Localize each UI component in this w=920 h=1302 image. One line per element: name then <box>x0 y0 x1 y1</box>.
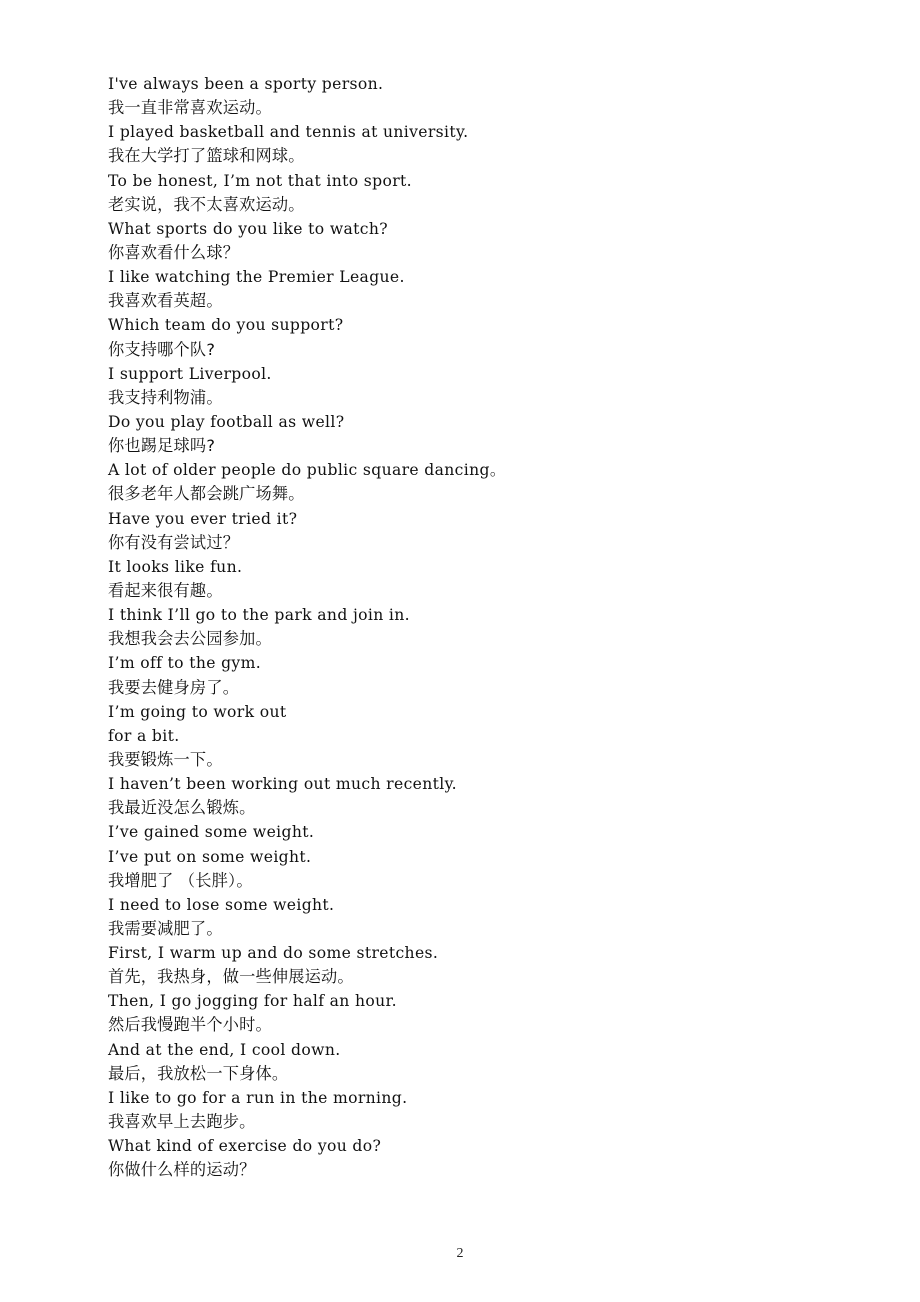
chinese-translation-line: 你做什么样的运动？ <box>108 1160 256 1180</box>
chinese-translation-line: 然后我慢跑半个小时。 <box>108 1015 272 1035</box>
english-sentence-line: And at the end, I cool down. <box>108 1040 341 1059</box>
english-sentence-line: I like watching the Premier League. <box>108 268 405 287</box>
chinese-translation-line: 你喜欢看什么球？ <box>108 242 240 262</box>
chinese-translation-line: 我要锻炼一下。 <box>108 749 223 769</box>
chinese-translation-line: 首先，我热身，做一些伸展运动。 <box>108 967 354 987</box>
english-sentence-line: I like to go for a run in the morning. <box>108 1088 408 1107</box>
english-sentence-line: I need to lose some weight. <box>108 895 335 914</box>
chinese-translation-line: 我需要减肥了。 <box>108 918 223 938</box>
chinese-translation-line: 我喜欢看英超。 <box>108 291 223 311</box>
chinese-translation-line: 你有没有尝试过？ <box>108 532 240 552</box>
english-sentence-line: Have you ever tried it? <box>108 509 298 528</box>
chinese-translation-line: 我喜欢早上去跑步。 <box>108 1112 256 1132</box>
chinese-translation-line: 我要去健身房了。 <box>108 677 240 697</box>
document-body <box>108 72 828 1182</box>
chinese-translation-line: 我想我会去公园参加。 <box>108 629 272 649</box>
chinese-translation-line: 很多老年人都会跳广场舞。 <box>108 484 305 504</box>
english-sentence-line: Which team do you support? <box>108 316 344 335</box>
english-sentence-line: I think I’ll go to the park and join in. <box>108 606 410 625</box>
page-number: 2 <box>456 1246 464 1261</box>
english-sentence-line: I’ve gained some weight. <box>108 823 315 842</box>
english-sentence-line: I haven’t been working out much recently. <box>108 775 457 794</box>
english-sentence-line: I’m off to the gym. <box>108 654 262 673</box>
chinese-translation-line: 老实说，我不太喜欢运动。 <box>108 194 305 214</box>
chinese-translation-line: 你也踢足球吗? <box>108 436 216 456</box>
english-sentence-line: I’ve put on some weight. <box>108 847 312 866</box>
chinese-translation-line: 我支持利物浦。 <box>108 387 223 407</box>
english-sentence-line: A lot of older people do public square dancing。 <box>108 461 506 480</box>
chinese-translation-line: 我增肥了 （长胖）。 <box>108 870 253 890</box>
english-sentence-line: To be honest, I’m not that into sport. <box>108 171 412 190</box>
english-sentence-line: First, I warm up and do some stretches. <box>108 944 439 963</box>
english-sentence-line: I support Liverpool. <box>108 364 272 383</box>
english-sentence-line: I played basketball and tennis at university. <box>108 123 469 142</box>
chinese-translation-line: 你支持哪个队? <box>108 339 216 359</box>
chinese-translation-line: 看起来很有趣。 <box>108 580 223 600</box>
english-sentence-line: I’m going to work out <box>108 702 287 721</box>
chinese-translation-line: 最后，我放松一下身体。 <box>108 1063 289 1083</box>
english-sentence-line: What kind of exercise do you do? <box>108 1137 382 1156</box>
english-sentence-line: Then, I go jogging for half an hour. <box>108 992 397 1011</box>
english-sentence-line: Do you play football as well? <box>108 412 345 431</box>
chinese-translation-line: 我一直非常喜欢运动。 <box>108 98 272 118</box>
english-sentence-line: I've always been a sporty person. <box>108 75 384 93</box>
english-sentence-line: It looks like fun. <box>108 557 243 576</box>
chinese-translation-line: 我最近没怎么锻炼。 <box>108 798 256 818</box>
english-sentence-line: for a bit. <box>108 726 180 745</box>
chinese-translation-line: 我在大学打了篮球和网球。 <box>108 146 305 166</box>
english-sentence-line: What sports do you like to watch? <box>108 219 388 238</box>
